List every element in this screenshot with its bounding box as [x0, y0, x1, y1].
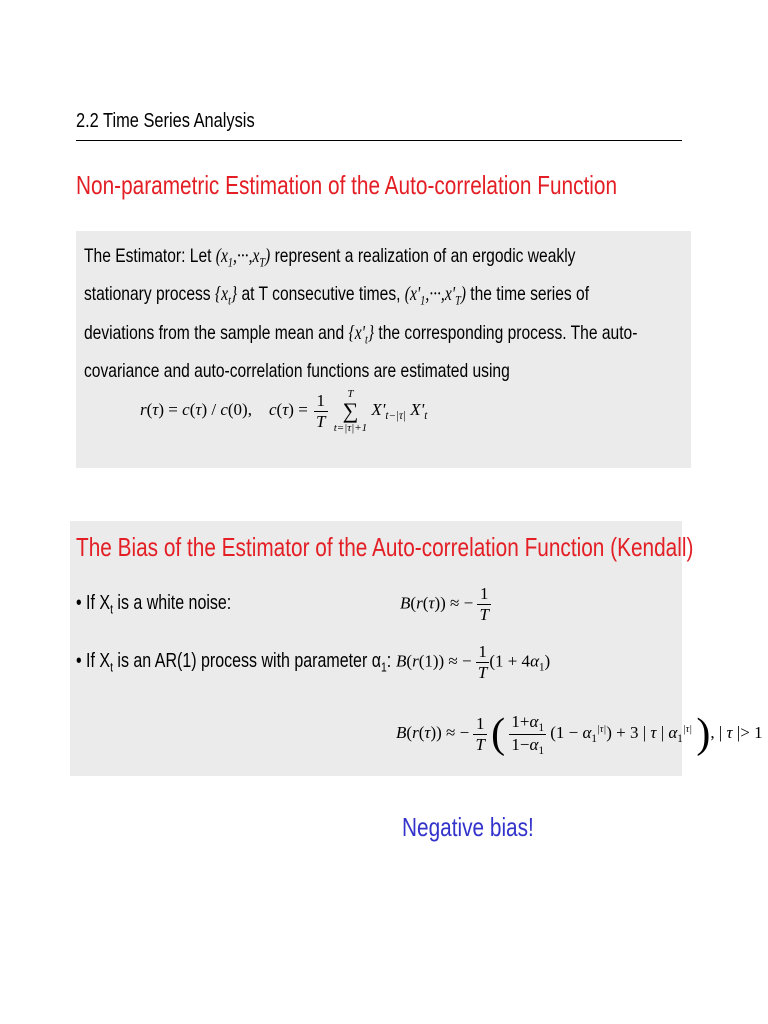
- estimator-text: deviations from the sample mean and: [84, 321, 349, 344]
- heading-bias: The Bias of the Estimator of the Auto-correlation Function (Kendall): [76, 532, 694, 562]
- process-math: $\{x_t\}$: [214, 284, 238, 308]
- formula-ar1-general: B(r(τ)) ≈ − $\frac{1}{T}$ ( $\frac{1+\alpha_1}{1-\alpha_1}$ $(1 - \alpha_1^{|\tau|}) + 3$ | τ | $\alpha_1^{|\tau|}$ ), | τ |> 1: [396, 711, 763, 757]
- estimator-text: the corresponding process. The auto-: [374, 321, 638, 344]
- estimator-text: the time series of: [465, 283, 590, 306]
- bullet-sub: t: [110, 601, 113, 617]
- deviation-math: $(x'_1,\cdot\cdot\cdot,x'_T)$: [404, 284, 466, 308]
- section-title: 2.2 Time Series Analysis: [76, 110, 255, 132]
- bullet-sub: t: [110, 659, 113, 675]
- bullet-text: is a white noise:: [112, 592, 232, 614]
- estimator-line-1: [84, 240, 644, 278]
- formula-white-noise: B(r(τ)) ≈ − $\frac{1}{T}$: [400, 584, 489, 624]
- estimator-line-4: covariance and auto-correlation functions are estimated using: [84, 360, 510, 383]
- bullet-text: is an AR(1) process with parameter α: [112, 650, 381, 672]
- estimator-text: The Estimator: Let: [84, 245, 216, 267]
- deviation-process-math: $\{x'_t\}$: [348, 322, 375, 347]
- bullet-text: :: [386, 650, 392, 672]
- heading-estimation: Non-parametric Estimation of the Auto-correlation Function: [76, 170, 618, 200]
- estimator-text: represent a realization of an ergodic weakly: [270, 245, 576, 267]
- bullet-sub: 1: [380, 659, 387, 675]
- formula-ar1-lag1: B(r(1)) ≈ − $\frac{1}{T}$ $(1 + 4\alpha_1)$: [396, 642, 551, 682]
- section-rule: [76, 140, 682, 141]
- bullet-white-noise: [76, 592, 231, 617]
- bullet-text: • If X: [76, 592, 111, 614]
- estimator-text: stationary process: [84, 283, 215, 306]
- estimator-line-3: [84, 317, 644, 355]
- negative-bias-note: Negative bias!: [402, 812, 534, 842]
- bullet-ar1: [76, 650, 391, 675]
- estimator-text: at T consecutive times,: [237, 283, 405, 306]
- estimator-paragraph: [84, 240, 644, 387]
- estimator-line-2: [84, 278, 644, 316]
- bullet-text: • If X: [76, 650, 111, 672]
- realization-math: $(x_1,\cdot\cdot\cdot,x_T)$: [215, 246, 271, 270]
- estimator-formula: r(τ) = c(τ) / c(0), c(τ) = $\frac{1}{T}$ T ∑ t=|τ|+1 $X'_{t-|\tau|}$ $X'_t$: [140, 388, 428, 434]
